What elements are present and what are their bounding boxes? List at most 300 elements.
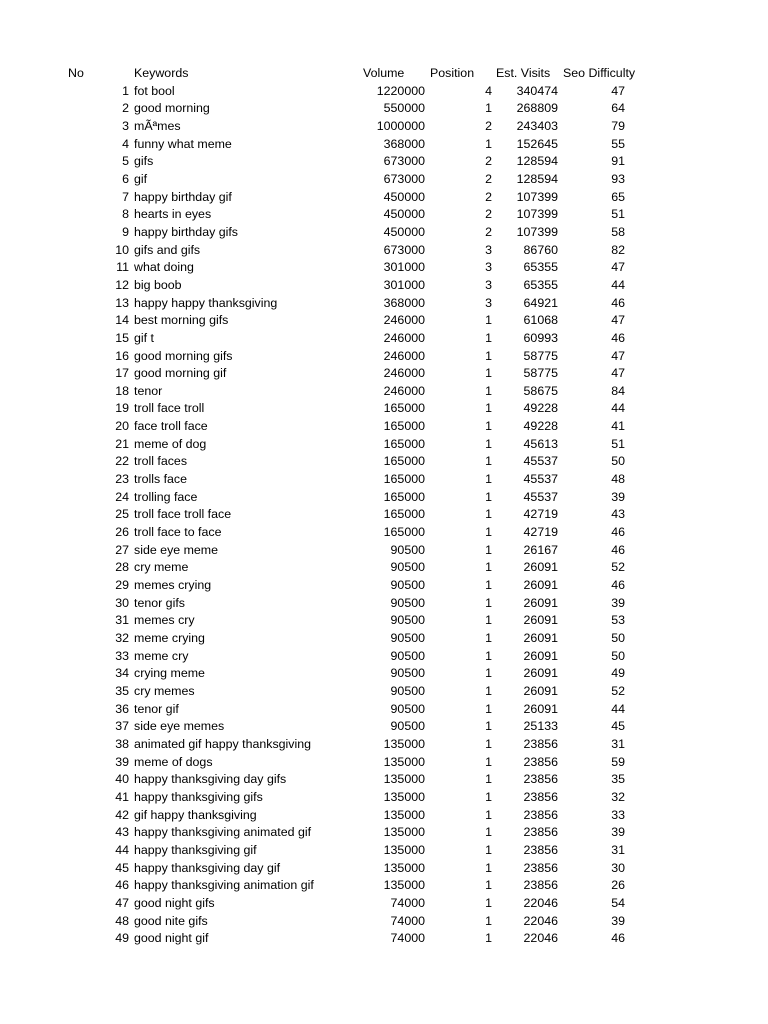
cell-no: 12 [115,277,129,292]
cell-keyword: tenor gifs [134,595,185,610]
cell-volume: 673000 [383,242,425,257]
cell-seo-difficulty: 50 [611,631,625,645]
cell-keyword: cry meme [134,560,189,575]
cell-keyword: good morning gifs [134,348,233,363]
cell-volume: 165000 [383,454,425,469]
cell-no: 46 [115,878,129,893]
cell-no: 6 [122,171,129,186]
table-row [0,100,768,118]
cell-position: 1 [485,825,492,840]
cell-est-visits: 58775 [523,366,558,381]
cell-no: 4 [122,136,129,151]
cell-seo-difficulty: 52 [611,560,625,575]
cell-est-visits: 49228 [523,401,558,416]
cell-seo-difficulty: 47 [611,348,625,363]
cell-position: 1 [485,525,492,540]
cell-volume: 246000 [383,330,425,345]
table-row [0,789,768,807]
table-row [0,824,768,842]
table-body [0,83,768,948]
cell-volume: 450000 [383,189,425,204]
cell-volume: 135000 [383,754,425,769]
cell-volume: 673000 [383,171,425,186]
table-row [0,471,768,489]
cell-no: 17 [115,366,129,381]
cell-seo-difficulty: 82 [611,242,625,257]
cell-keyword: good nite gifs [134,913,208,928]
cell-keyword: good night gifs [134,895,215,910]
cell-keyword: side eye memes [134,719,225,734]
cell-est-visits: 22046 [523,931,558,946]
cell-no: 27 [115,542,129,557]
cell-est-visits: 42719 [523,507,558,522]
cell-keyword: troll faces [134,454,188,469]
cell-no: 30 [115,595,129,610]
table-row [0,771,768,789]
cell-position: 1 [485,472,492,487]
cell-no: 1 [122,83,129,98]
cell-keyword: happy birthday gif [134,189,232,204]
cell-keyword: meme crying [134,631,205,645]
cell-keyword: animated gif happy thanksgiving [134,736,312,751]
cell-position: 1 [485,631,492,645]
cell-keyword: happy thanksgiving gif [134,842,257,857]
table-row [0,860,768,878]
cell-position: 2 [485,154,492,169]
cell-keyword: happy thanksgiving day gifs [134,772,287,787]
cell-volume: 135000 [383,789,425,804]
cell-seo-difficulty: 84 [611,383,625,398]
cell-volume: 246000 [383,313,425,328]
cell-position: 1 [485,772,492,787]
cell-keyword: troll face troll [134,401,205,416]
cell-volume: 165000 [383,472,425,487]
cell-keyword: good morning gif [134,366,227,381]
cell-volume: 368000 [383,136,425,151]
cell-position: 3 [485,277,492,292]
cell-keyword: meme of dog [134,436,207,451]
cell-seo-difficulty: 59 [611,754,625,769]
table-row [0,259,768,277]
cell-keyword: best morning gifs [134,313,229,328]
cell-seo-difficulty: 45 [611,719,625,734]
cell-est-visits: 25133 [523,719,558,734]
cell-volume: 301000 [383,277,425,292]
cell-no: 41 [115,789,129,804]
cell-position: 2 [485,118,492,133]
cell-volume: 550000 [383,101,425,116]
cell-volume: 90500 [390,613,425,628]
cell-seo-difficulty: 39 [611,489,625,504]
cell-seo-difficulty: 51 [611,207,625,222]
cell-volume: 90500 [390,578,425,593]
cell-no: 36 [115,701,129,716]
cell-no: 39 [115,754,129,769]
cell-seo-difficulty: 26 [611,878,625,893]
cell-position: 1 [485,578,492,593]
table-row [0,330,768,348]
cell-keyword: good night gif [134,931,209,946]
cell-no: 16 [115,348,129,363]
cell-position: 1 [485,719,492,734]
cell-no: 2 [122,101,129,116]
table-row [0,595,768,613]
cell-keyword: face troll face [134,419,208,434]
cell-position: 1 [485,807,492,822]
table-row [0,807,768,825]
header-keywords: Keywords [134,66,189,80]
cell-position: 1 [485,419,492,434]
table-row [0,577,768,595]
cell-no: 13 [115,295,129,310]
cell-position: 2 [485,189,492,204]
cell-seo-difficulty: 31 [611,736,625,751]
cell-position: 1 [485,454,492,469]
cell-est-visits: 26091 [523,666,558,681]
cell-volume: 90500 [390,719,425,734]
cell-volume: 135000 [383,772,425,787]
cell-no: 32 [115,631,129,645]
cell-no: 24 [115,489,129,504]
cell-position: 1 [485,330,492,345]
cell-no: 33 [115,648,129,663]
cell-keyword: troll face troll face [134,507,232,522]
cell-seo-difficulty: 41 [611,419,625,434]
cell-position: 1 [485,736,492,751]
cell-keyword: happy happy thanksgiving [134,295,278,310]
table-row [0,295,768,313]
cell-volume: 74000 [390,931,425,946]
cell-no: 9 [122,224,129,239]
table-row [0,913,768,931]
cell-seo-difficulty: 46 [611,578,625,593]
cell-no: 48 [115,913,129,928]
table-row [0,754,768,772]
cell-no: 26 [115,525,129,540]
cell-no: 8 [122,207,129,222]
cell-seo-difficulty: 50 [611,454,625,469]
header-seo-difficulty: Seo Difficulty [563,66,636,80]
cell-position: 1 [485,754,492,769]
table-row [0,665,768,683]
cell-position: 1 [485,489,492,504]
cell-est-visits: 26091 [523,613,558,628]
cell-keyword: happy thanksgiving animated gif [134,825,312,840]
cell-seo-difficulty: 47 [611,366,625,381]
cell-seo-difficulty: 79 [611,118,625,133]
cell-seo-difficulty: 54 [611,895,625,910]
cell-volume: 90500 [390,595,425,610]
cell-position: 1 [485,860,492,875]
cell-keyword: mÃªmes [134,118,181,133]
cell-seo-difficulty: 49 [611,666,625,681]
cell-no: 38 [115,736,129,751]
cell-position: 1 [485,542,492,557]
cell-seo-difficulty: 47 [611,260,625,275]
cell-position: 1 [485,878,492,893]
header-row [0,65,768,83]
table-row [0,224,768,242]
cell-keyword: trolling face [134,489,198,504]
cell-no: 35 [115,683,129,698]
table-row [0,895,768,913]
cell-position: 1 [485,560,492,575]
cell-position: 1 [485,701,492,716]
cell-est-visits: 60993 [523,330,558,345]
cell-no: 20 [115,419,129,434]
cell-no: 37 [115,719,129,734]
cell-position: 4 [485,83,492,98]
cell-no: 10 [115,242,129,257]
cell-volume: 135000 [383,878,425,893]
cell-keyword: trolls face [134,472,188,487]
cell-no: 3 [122,118,129,133]
cell-keyword: funny what meme [134,136,232,151]
cell-est-visits: 64921 [523,295,558,310]
cell-seo-difficulty: 91 [611,154,625,169]
cell-est-visits: 152645 [516,136,558,151]
table-row [0,736,768,754]
cell-keyword: meme cry [134,648,189,663]
cell-no: 11 [116,260,129,275]
cell-keyword: crying meme [134,666,205,681]
cell-keyword: good morning [134,101,210,116]
cell-seo-difficulty: 30 [611,860,625,875]
cell-no: 19 [115,401,129,416]
table-row [0,400,768,418]
cell-seo-difficulty: 46 [611,542,625,557]
cell-no: 43 [115,825,129,840]
cell-no: 15 [115,330,129,345]
cell-keyword: memes cry [134,613,195,628]
cell-seo-difficulty: 55 [611,136,625,151]
cell-keyword: gif happy thanksgiving [134,807,257,822]
cell-seo-difficulty: 39 [611,825,625,840]
cell-volume: 165000 [383,419,425,434]
cell-no: 49 [115,931,129,946]
cell-no: 18 [115,383,129,398]
cell-volume: 450000 [383,207,425,222]
cell-est-visits: 23856 [523,860,558,875]
cell-position: 1 [485,913,492,928]
cell-est-visits: 23856 [523,772,558,787]
cell-no: 23 [115,472,129,487]
cell-keyword: memes crying [134,578,212,593]
table-row [0,453,768,471]
cell-volume: 90500 [390,631,425,645]
table-row [0,930,768,948]
cell-volume: 165000 [383,489,425,504]
cell-seo-difficulty: 46 [611,330,625,345]
cell-seo-difficulty: 31 [611,842,625,857]
cell-seo-difficulty: 93 [611,171,625,186]
keyword-table [0,65,768,948]
cell-position: 3 [485,260,492,275]
cell-seo-difficulty: 53 [611,613,625,628]
cell-position: 1 [485,101,492,116]
cell-keyword: gifs and gifs [134,242,201,257]
cell-seo-difficulty: 47 [611,83,625,98]
cell-no: 7 [122,189,129,204]
cell-est-visits: 26091 [523,578,558,593]
cell-est-visits: 107399 [516,189,558,204]
table-row [0,383,768,401]
cell-no: 31 [115,613,129,628]
cell-keyword: happy birthday gifs [134,224,239,239]
cell-position: 1 [485,401,492,416]
cell-est-visits: 26091 [523,683,558,698]
cell-est-visits: 65355 [523,277,558,292]
cell-seo-difficulty: 46 [611,295,625,310]
cell-est-visits: 45537 [523,489,558,504]
cell-seo-difficulty: 33 [611,807,625,822]
cell-keyword: happy thanksgiving animation gif [134,878,314,893]
cell-volume: 74000 [390,895,425,910]
cell-volume: 90500 [390,542,425,557]
cell-position: 1 [485,683,492,698]
cell-no: 34 [115,666,129,681]
cell-keyword: gif [134,171,148,186]
cell-seo-difficulty: 51 [611,436,625,451]
cell-volume: 90500 [390,683,425,698]
table-row [0,506,768,524]
cell-est-visits: 23856 [523,842,558,857]
cell-volume: 135000 [383,736,425,751]
header-volume: Volume [363,66,405,80]
cell-est-visits: 23856 [523,807,558,822]
cell-seo-difficulty: 44 [611,277,625,292]
cell-est-visits: 26091 [523,560,558,575]
cell-volume: 165000 [383,401,425,416]
table-row [0,877,768,895]
table-row [0,701,768,719]
cell-keyword: troll face to face [134,525,222,540]
cell-est-visits: 26091 [523,631,558,645]
cell-position: 1 [485,383,492,398]
cell-position: 1 [485,313,492,328]
header-no: No [68,66,84,80]
table-row [0,489,768,507]
cell-position: 1 [485,507,492,522]
cell-position: 1 [485,436,492,451]
cell-keyword: big boob [134,277,182,292]
cell-est-visits: 268809 [516,101,558,116]
cell-est-visits: 23856 [523,754,558,769]
cell-keyword: hearts in eyes [134,207,212,222]
cell-est-visits: 65355 [523,260,558,275]
cell-seo-difficulty: 46 [611,931,625,946]
cell-est-visits: 45537 [523,472,558,487]
cell-no: 47 [115,895,129,910]
cell-volume: 1000000 [376,118,425,133]
cell-no: 42 [115,807,129,822]
cell-est-visits: 26091 [523,701,558,716]
cell-est-visits: 243403 [516,118,558,133]
cell-position: 1 [485,136,492,151]
cell-volume: 673000 [383,154,425,169]
cell-est-visits: 45537 [523,454,558,469]
cell-keyword: gifs [134,154,154,169]
cell-position: 2 [485,224,492,239]
cell-keyword: gif t [134,330,154,345]
cell-seo-difficulty: 64 [611,101,625,116]
cell-seo-difficulty: 39 [611,595,625,610]
table-row [0,348,768,366]
table-row [0,83,768,101]
cell-est-visits: 22046 [523,895,558,910]
cell-volume: 165000 [383,525,425,540]
cell-est-visits: 45613 [523,436,558,451]
cell-volume: 74000 [390,913,425,928]
table-row [0,559,768,577]
cell-est-visits: 340474 [516,83,558,98]
cell-est-visits: 107399 [516,224,558,239]
cell-position: 1 [485,595,492,610]
cell-est-visits: 23856 [523,878,558,893]
cell-est-visits: 26167 [523,542,558,557]
cell-keyword: cry memes [134,683,195,698]
table-row [0,206,768,224]
cell-seo-difficulty: 50 [611,648,625,663]
cell-position: 1 [485,366,492,381]
table-row [0,189,768,207]
header-est-visits: Est. Visits [496,66,551,80]
cell-est-visits: 58775 [523,348,558,363]
cell-keyword: side eye meme [134,542,219,557]
cell-position: 1 [485,789,492,804]
cell-volume: 135000 [383,807,425,822]
cell-keyword: tenor [134,383,163,398]
cell-seo-difficulty: 47 [611,313,625,328]
cell-volume: 90500 [390,560,425,575]
cell-seo-difficulty: 46 [611,525,625,540]
cell-no: 5 [122,154,129,169]
cell-no: 25 [115,507,129,522]
cell-volume: 165000 [383,507,425,522]
cell-keyword: fot bool [134,83,175,98]
cell-est-visits: 58675 [523,383,558,398]
header-position: Position [430,66,475,80]
cell-keyword: what doing [134,260,194,275]
table-row [0,153,768,171]
cell-seo-difficulty: 43 [611,507,625,522]
cell-position: 3 [485,295,492,310]
table-row [0,436,768,454]
cell-est-visits: 22046 [523,913,558,928]
cell-keyword: meme of dogs [134,754,213,769]
cell-seo-difficulty: 52 [611,683,625,698]
cell-volume: 135000 [383,825,425,840]
cell-position: 1 [485,348,492,363]
cell-volume: 135000 [383,860,425,875]
cell-seo-difficulty: 58 [611,224,625,239]
cell-position: 1 [485,666,492,681]
cell-seo-difficulty: 35 [611,772,625,787]
table-row [0,242,768,260]
cell-seo-difficulty: 39 [611,913,625,928]
cell-position: 1 [485,613,492,628]
cell-est-visits: 49228 [523,419,558,434]
cell-position: 1 [485,648,492,663]
cell-seo-difficulty: 48 [611,472,625,487]
table-row [0,542,768,560]
cell-volume: 246000 [383,366,425,381]
cell-est-visits: 107399 [516,207,558,222]
cell-position: 1 [485,842,492,857]
cell-est-visits: 23856 [523,789,558,804]
table-row [0,171,768,189]
cell-est-visits: 23856 [523,736,558,751]
